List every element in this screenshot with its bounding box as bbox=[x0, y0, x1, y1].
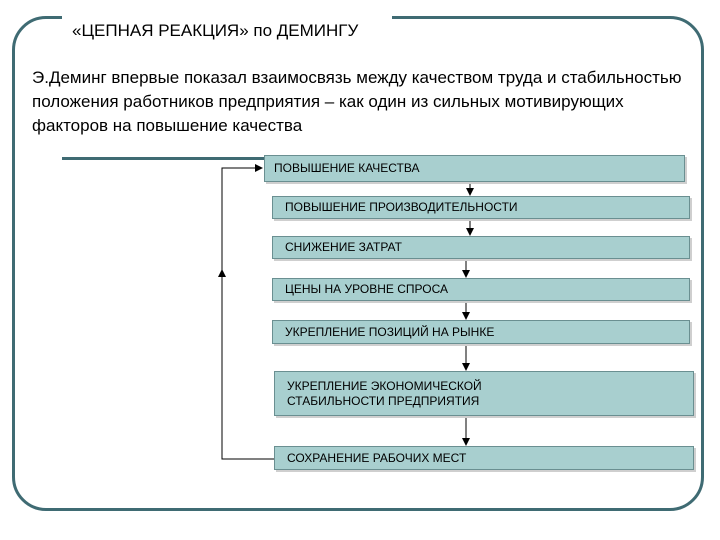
step-job-retention bbox=[274, 446, 694, 470]
step-label: УКРЕПЛЕНИЕ ПОЗИЦИЙ НА РЫНКЕ bbox=[285, 324, 495, 339]
step-label: ПОВЫШЕНИЕ ПРОИЗВОДИТЕЛЬНОСТИ bbox=[285, 200, 518, 214]
slide-title: «ЦЕПНАЯ РЕАКЦИЯ» по ДЕМИНГУ bbox=[72, 21, 359, 40]
step-label: ПОВЫШЕНИЕ КАЧЕСТВА bbox=[274, 161, 420, 175]
step-demand-pricing bbox=[272, 278, 690, 301]
feedback-loop-top bbox=[222, 168, 262, 270]
step-economic-stability bbox=[274, 371, 694, 416]
intro-text: Э.Деминг впервые показал взаимосвязь между качеством труда и стабильностью положения работников предприятия – как один из сильных мотивирующих факторов на повышение качества bbox=[32, 68, 682, 135]
step-cost-reduction bbox=[272, 236, 690, 259]
step-label: СОХРАНЕНИЕ РАБОЧИХ МЕСТ bbox=[287, 450, 467, 465]
step-label: ЦЕНЫ НА УРОВНЕ СПРОСА bbox=[285, 282, 448, 296]
step-label: СНИЖЕНИЕ ЗАТРАТ bbox=[285, 240, 402, 254]
feedback-loop-line bbox=[222, 270, 274, 459]
step-market-position bbox=[272, 320, 690, 344]
step-quality-improvement bbox=[264, 155, 685, 182]
step-label: УКРЕПЛЕНИЕ ЭКОНОМИЧЕСКОЙ СТАБИЛЬНОСТИ ПРЕДПРИЯТИЯ bbox=[287, 378, 482, 408]
step-productivity-improvement bbox=[272, 196, 690, 219]
